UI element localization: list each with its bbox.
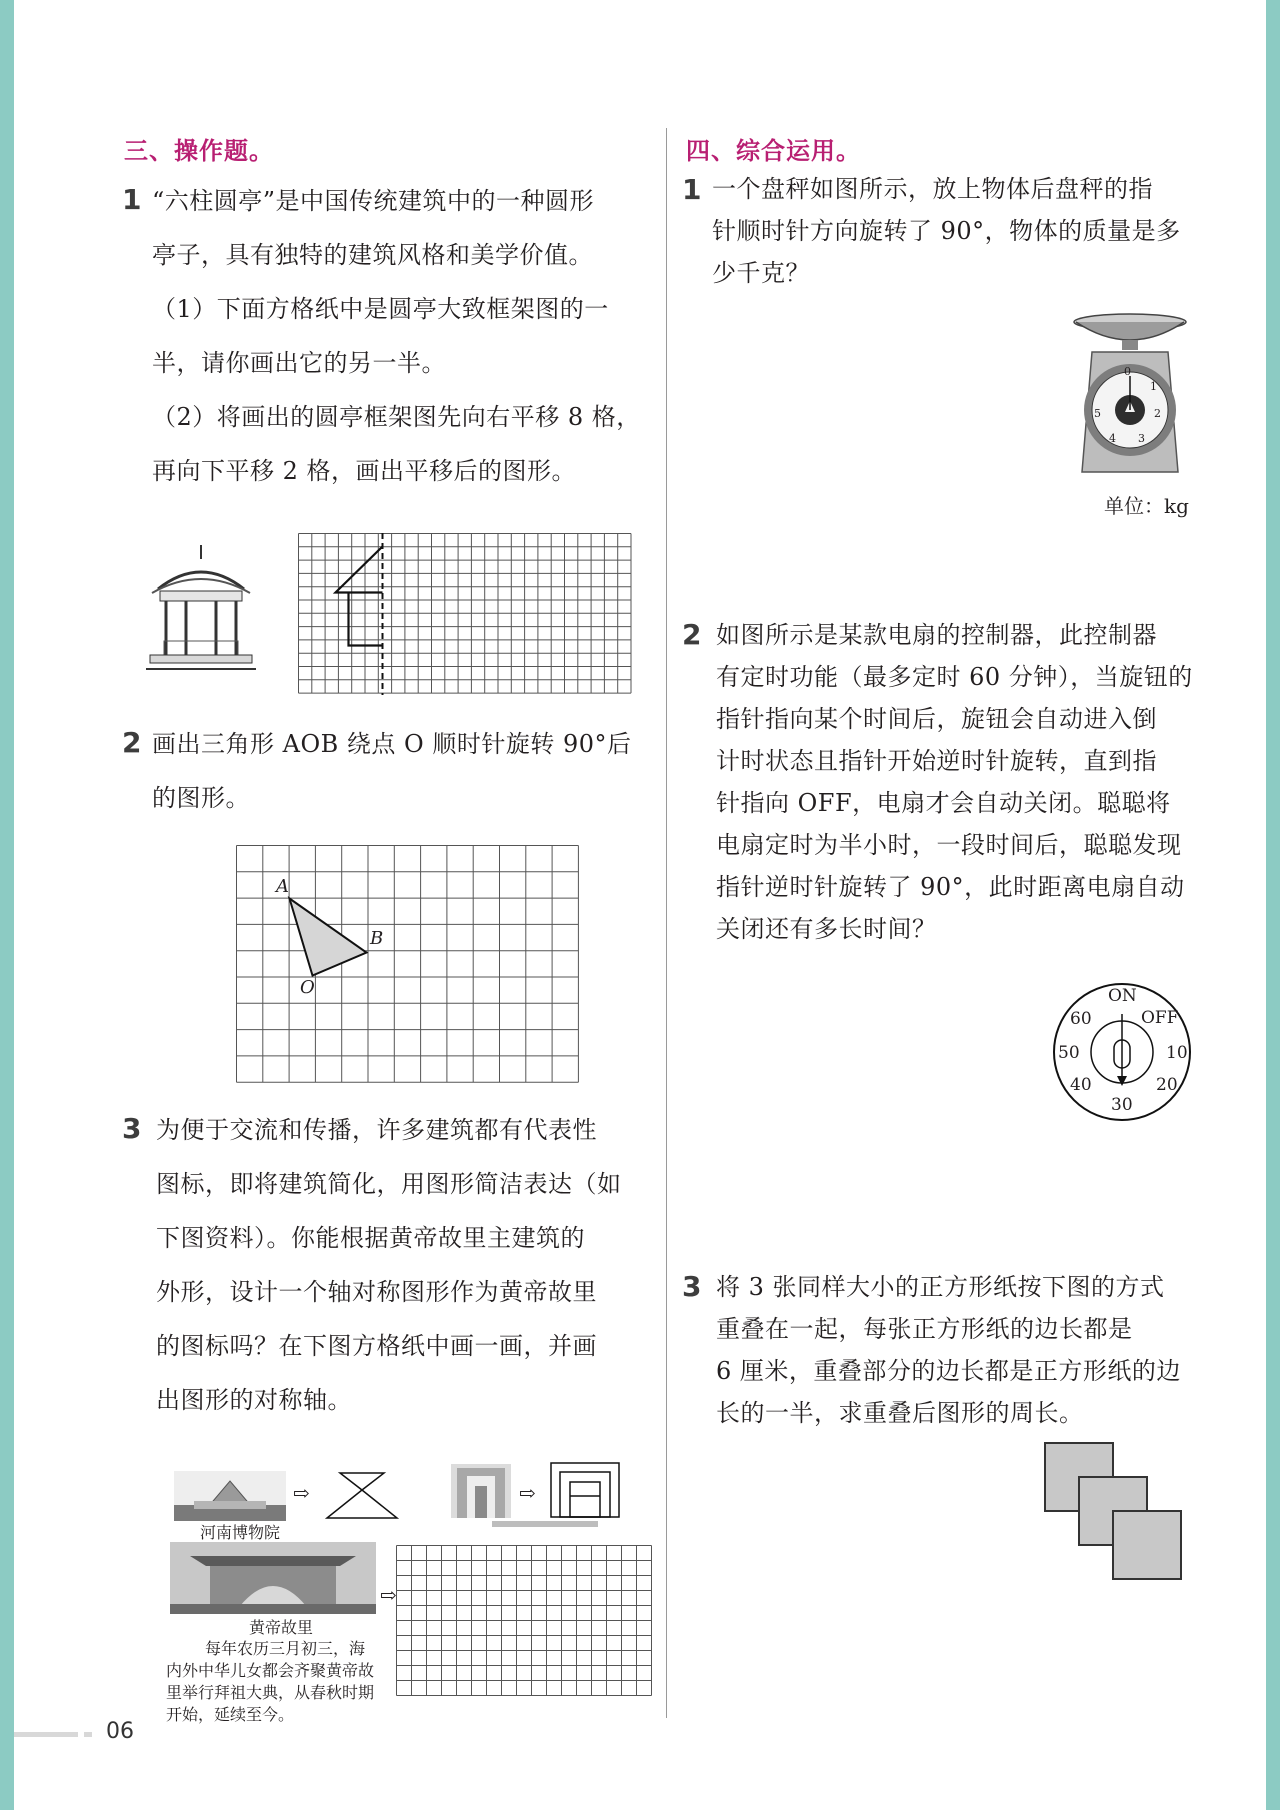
arrow-icon: ⇨: [519, 1481, 536, 1505]
triangle-aob: [290, 899, 367, 976]
s4-q3-number: 3: [682, 1270, 702, 1303]
text-line: 一个盘秤如图所示，放上物体后盘秤的指: [712, 175, 1153, 203]
text-line: 计时状态且指针开始逆时针旋转，直到指: [716, 747, 1157, 775]
text-line: 图标，即将建筑简化，用图形简洁表达（如: [156, 1170, 622, 1198]
s3-q1-text: [152, 174, 641, 498]
caption-henan-museum: 河南博物院: [200, 1523, 281, 1542]
dial-label-60: 60: [1070, 1009, 1092, 1029]
s3-q1-number: 1: [122, 183, 142, 216]
dial-number: 1: [1150, 380, 1157, 393]
pavilion-illustration: [146, 545, 256, 675]
square-3: [1113, 1511, 1181, 1579]
gate-photo: [451, 1464, 511, 1518]
museum-icon-drawing: [326, 1472, 398, 1520]
s3-q3-number: 3: [122, 1112, 142, 1145]
label-point-b: B: [370, 928, 384, 949]
huangdi-note-line: 每年农历三月初三，海: [205, 1639, 366, 1658]
pavilion-roof-half: [336, 547, 383, 593]
dial-label-30: 30: [1111, 1095, 1133, 1115]
dial-number: 3: [1138, 432, 1145, 445]
dial-number: 0: [1124, 365, 1131, 378]
text-line: 电扇定时为半小时，一段时间后，聪聪发现: [716, 831, 1182, 859]
pavilion-grid[interactable]: [298, 533, 632, 697]
arrow-icon: ⇨: [293, 1481, 310, 1505]
text-line: 画出三角形 AOB 绕点 O 顺时针旋转 90°后: [152, 730, 632, 758]
text-line: 的图标吗？在下图方格纸中画一画，并画: [156, 1332, 597, 1360]
s4-q3-text: [716, 1266, 1181, 1434]
s4-q2-text: [716, 614, 1193, 950]
dial-label-10: 10: [1166, 1043, 1188, 1063]
page-bar: [84, 1732, 92, 1737]
huangdi-note-line: 里举行拜祖大典，从春秋时期: [166, 1683, 375, 1702]
text-line: 少千克？: [712, 259, 810, 287]
museum-photo: [174, 1471, 286, 1521]
section3-title: 三、操作题。: [124, 137, 274, 165]
text-line: “六柱圆亭”是中国传统建筑中的一种圆形: [152, 187, 595, 215]
text-line: 再向下平移 2 格，画出平移后的图形。: [152, 457, 577, 485]
workbook-page: [14, 0, 1266, 1810]
label-point-a: A: [276, 876, 289, 897]
text-line: 有定时功能（最多定时 60 分钟），当旋钮的: [716, 663, 1193, 691]
text-line: 亭子，具有独特的建筑风格和美学价值。: [152, 241, 593, 269]
s3-q3-text: [156, 1103, 622, 1427]
page-bar: [14, 1732, 78, 1737]
huangdi-photo: [170, 1542, 376, 1614]
dial-number: 2: [1154, 407, 1161, 420]
text-line: 出图形的对称轴。: [156, 1386, 352, 1414]
huangdi-note-line: 开始，延续至今。: [166, 1705, 295, 1724]
page-number: 06: [106, 1719, 134, 1744]
text-line: 外形，设计一个轴对称图形作为黄帝故里: [156, 1278, 597, 1306]
kitchen-scale: [1070, 312, 1190, 482]
overlapping-squares: [1044, 1442, 1184, 1594]
icon-design-grid[interactable]: [396, 1545, 652, 1705]
dial-label-50: 50: [1058, 1043, 1080, 1063]
caption-blur: [492, 1521, 598, 1527]
text-line: 6 厘米，重叠部分的边长都是正方形纸的边: [716, 1357, 1181, 1385]
text-line: （1）下面方格纸中是圆亭大致框架图的一: [152, 295, 609, 323]
caption-huangdi: 黄帝故里: [249, 1618, 314, 1637]
text-line: 针指向 OFF，电扇才会自动关闭。聪聪将: [716, 789, 1171, 817]
dial-label-off: OFF: [1141, 1008, 1179, 1028]
s4-q1-text: [712, 168, 1181, 294]
text-line: 长的一半，求重叠后图形的周长。: [716, 1399, 1084, 1427]
text-line: 如图所示是某款电扇的控制器，此控制器: [716, 621, 1157, 649]
text-line: 指针逆时针旋转了 90°，此时距离电扇自动: [716, 873, 1185, 901]
text-line: 下图资料）。你能根据黄帝故里主建筑的: [156, 1224, 585, 1252]
text-line: 针顺时针方向旋转了 90°，物体的质量是多: [712, 217, 1181, 245]
gate-icon-drawing: [550, 1462, 620, 1518]
text-line: 的图形。: [152, 784, 250, 812]
huangdi-note-line: 内外中华儿女都会齐聚黄帝故: [166, 1661, 375, 1680]
arrow-icon: ⇨: [380, 1583, 397, 1607]
text-line: 为便于交流和传播，许多建筑都有代表性: [156, 1116, 597, 1144]
section4-title: 四、综合运用。: [686, 137, 861, 165]
dial-label-20: 20: [1156, 1075, 1178, 1095]
s4-q1-number: 1: [682, 173, 702, 206]
dial-number: 4: [1109, 432, 1116, 445]
s4-q2-number: 2: [682, 618, 702, 651]
text-line: 半，请你画出它的另一半。: [152, 349, 446, 377]
text-line: 关闭还有多长时间？: [716, 915, 937, 943]
label-point-o: O: [300, 977, 315, 998]
column-divider: [666, 128, 667, 1718]
text-line: 指针指向某个时间后，旋钮会自动进入倒: [716, 705, 1157, 733]
s3-q2-number: 2: [122, 726, 142, 759]
s3-q2-text: [152, 717, 632, 825]
text-line: 重叠在一起，每张正方形纸的边长都是: [716, 1315, 1133, 1343]
dial-label-on: ON: [1108, 986, 1137, 1006]
text-line: 将 3 张同样大小的正方形纸按下图的方式: [716, 1273, 1165, 1301]
text-line: （2）将画出的圆亭框架图先向右平移 8 格，: [152, 403, 641, 431]
scale-unit-label: 单位：kg: [1104, 494, 1189, 518]
dial-number: 5: [1094, 407, 1101, 420]
dial-label-40: 40: [1070, 1075, 1092, 1095]
